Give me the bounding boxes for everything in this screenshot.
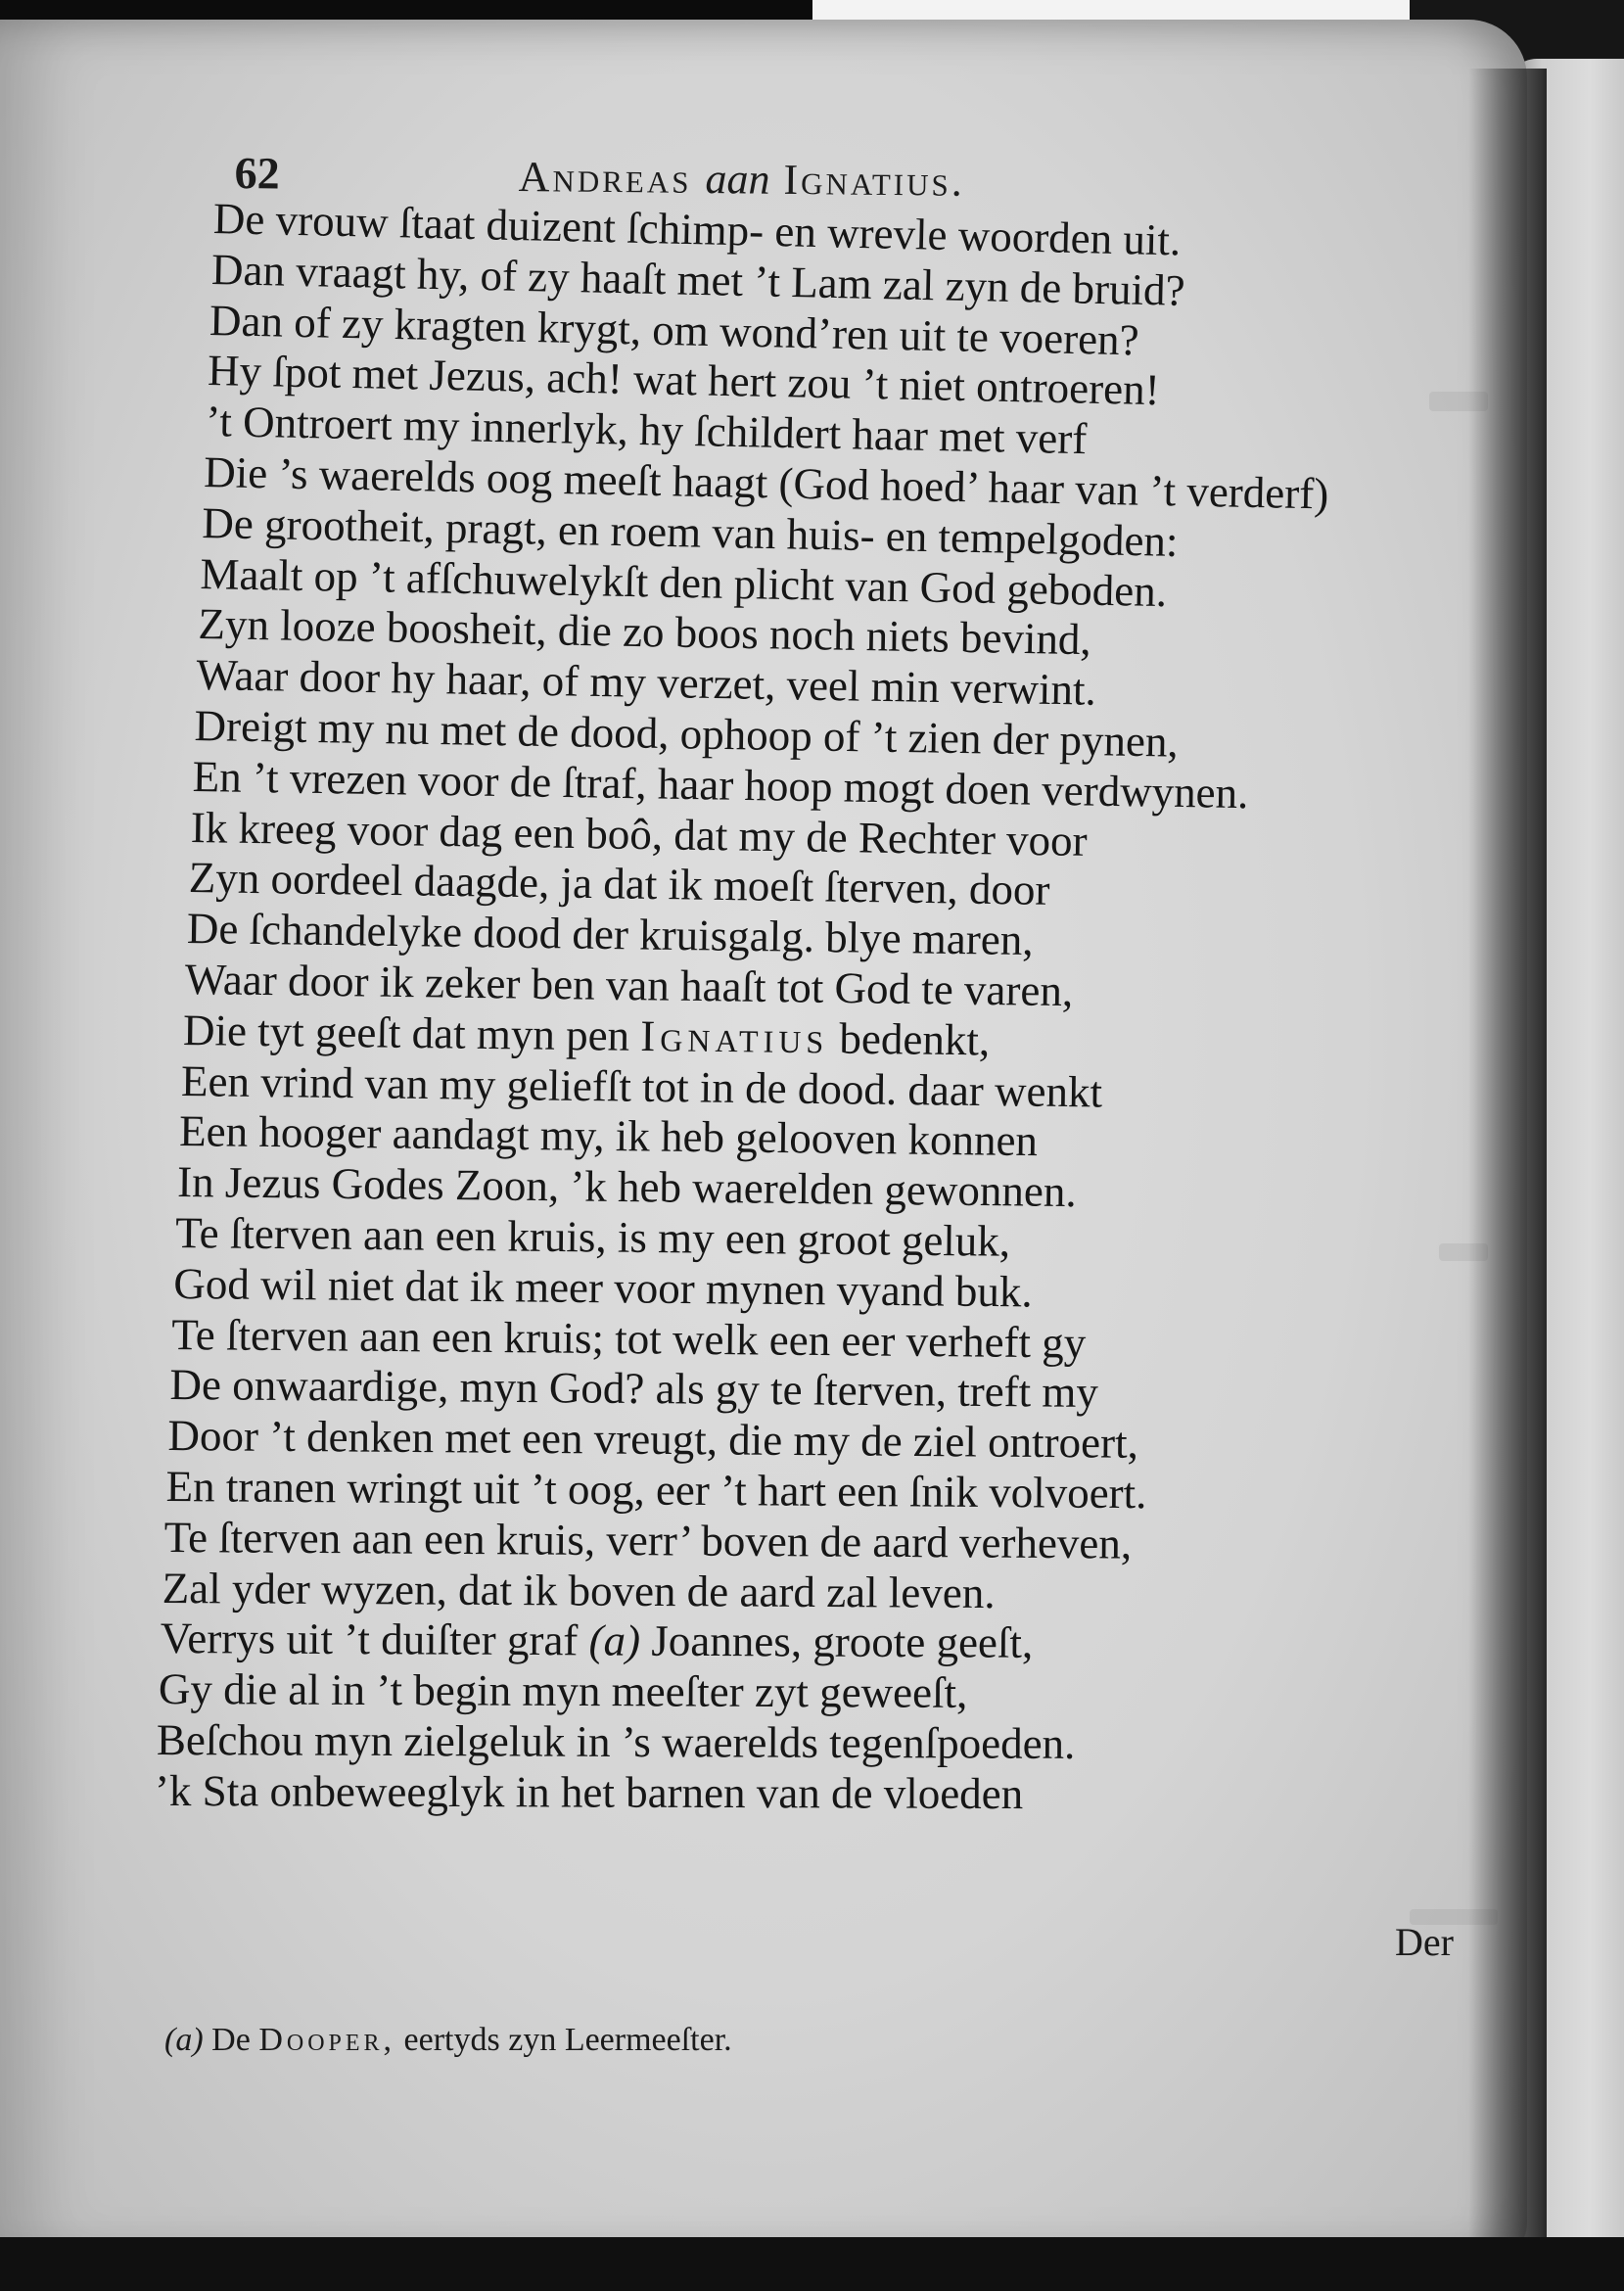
verse-line: God wil niet dat ik meer voor mynen vyand buk.: [173, 1258, 1033, 1317]
verse-line: Ik kreeg voor dag een boô, dat my de Rechter voor: [190, 802, 1089, 865]
background-edge: [0, 2237, 1624, 2291]
verse-line: De onwaardige, myn God? als gy te ſterven, treft my: [169, 1360, 1099, 1418]
name-ignatius: Ignatius: [640, 1010, 829, 1063]
verse-line: Beſchou myn zielgeluk in ’s waerelds tegenſpoeden.: [156, 1714, 1076, 1768]
footnote: (a) De Dooper, eertyds zyn Leermeeſter.: [164, 2022, 732, 2058]
verse-line: Dan of zy kragten krygt, om wond’ren uit te voeren?: [209, 295, 1140, 364]
verse-line: Gy die al in ’t begin myn meeſter zyt geweeſt,: [158, 1664, 968, 1718]
verse-line: Hy ſpot met Jezus, ach! wat hert zou ’t niet ontroeren!: [207, 346, 1161, 415]
verse-line: Die tyt geeſt dat myn pen Ignatius bedenkt,: [182, 1005, 991, 1065]
footnote-reference: (a): [588, 1615, 641, 1665]
verse-line: En tranen wringt uit ’t oog, eer ’t hart een ſnik volvoert.: [165, 1461, 1147, 1519]
verse-line: ’k Sta onbeweeglyk in het barnen van de vloeden: [154, 1765, 1024, 1818]
footnote-mark: (a): [164, 2022, 204, 2058]
verse-line: Door ’t denken met een vreugt, die my de ziel ontroert,: [167, 1411, 1139, 1468]
verse-line: Dreigt my nu met de dood, ophoop of ’t zien der pynen,: [194, 700, 1180, 767]
verse-line: In Jezus Godes Zoon, ’k heb waerelden gewonnen.: [176, 1157, 1077, 1217]
verse-line: Te ſterven aan een kruis; tot welk een eer verheft gy: [171, 1309, 1087, 1368]
page-number: 62: [234, 147, 280, 199]
verse-line: Waar door hy haar, of my verzet, veel min verwint.: [196, 650, 1097, 715]
verse-line: De ſchandelyke dood der kruisgalg. blye maren,: [186, 904, 1034, 965]
verse-line: ’t Ontroert my innerlyk, hy ſchildert haar met verf: [205, 397, 1088, 464]
verse-line: Een vrind van my geliefſt tot in de dood. daar wenkt: [180, 1055, 1103, 1117]
verse-line: Zal yder wyzen, dat ik boven de aard zal leven.: [162, 1563, 996, 1617]
verse-line: Dan vraagt hy, of zy haaſt met ’t Lam zal zyn de bruid?: [210, 244, 1186, 315]
verse-line: Die ’s waerelds oog meeſt haagt (God hoed’ haar van ’t verderf): [203, 446, 1329, 519]
verse-line: Te ſterven aan een kruis, is my een groot geluk,: [175, 1207, 1011, 1266]
verse-line: De grootheit, pragt, en roem van huis- en tempelgoden:: [201, 497, 1179, 566]
verse-line: Te ſterven aan een kruis, verr’ boven de aard verheven,: [163, 1512, 1133, 1568]
catchword: Der: [1395, 1920, 1454, 1964]
verse-line: De vrouw ſtaat duizent ſchimp- en wrevle woorden uit.: [212, 194, 1182, 265]
verse-line: Verrys uit ’t duiſter graf (a) Joannes, groote geeſt,: [160, 1613, 1034, 1668]
verse-line: Maalt op ’t afſchuwelykſt den plicht van God geboden.: [200, 548, 1168, 616]
verse-line: Waar door ik zeker ben van haaſt tot God te varen,: [184, 954, 1074, 1016]
verse-line: Zyn looze boosheit, die zo boos noch niets bevind,: [198, 599, 1092, 665]
verse-line: Zyn oordeel daagde, ja dat ik moeſt ſterven, door: [188, 853, 1050, 915]
running-title: Andreas aan Ignatius.: [518, 153, 965, 206]
verse-line: Een hooger aandagt my, ik heb gelooven konnen: [178, 1106, 1039, 1166]
verse-line: En ’t vrezen voor de ſtraf, haar hoop mogt doen verdwynen.: [192, 751, 1249, 818]
poem-text: [154, 194, 1478, 1818]
